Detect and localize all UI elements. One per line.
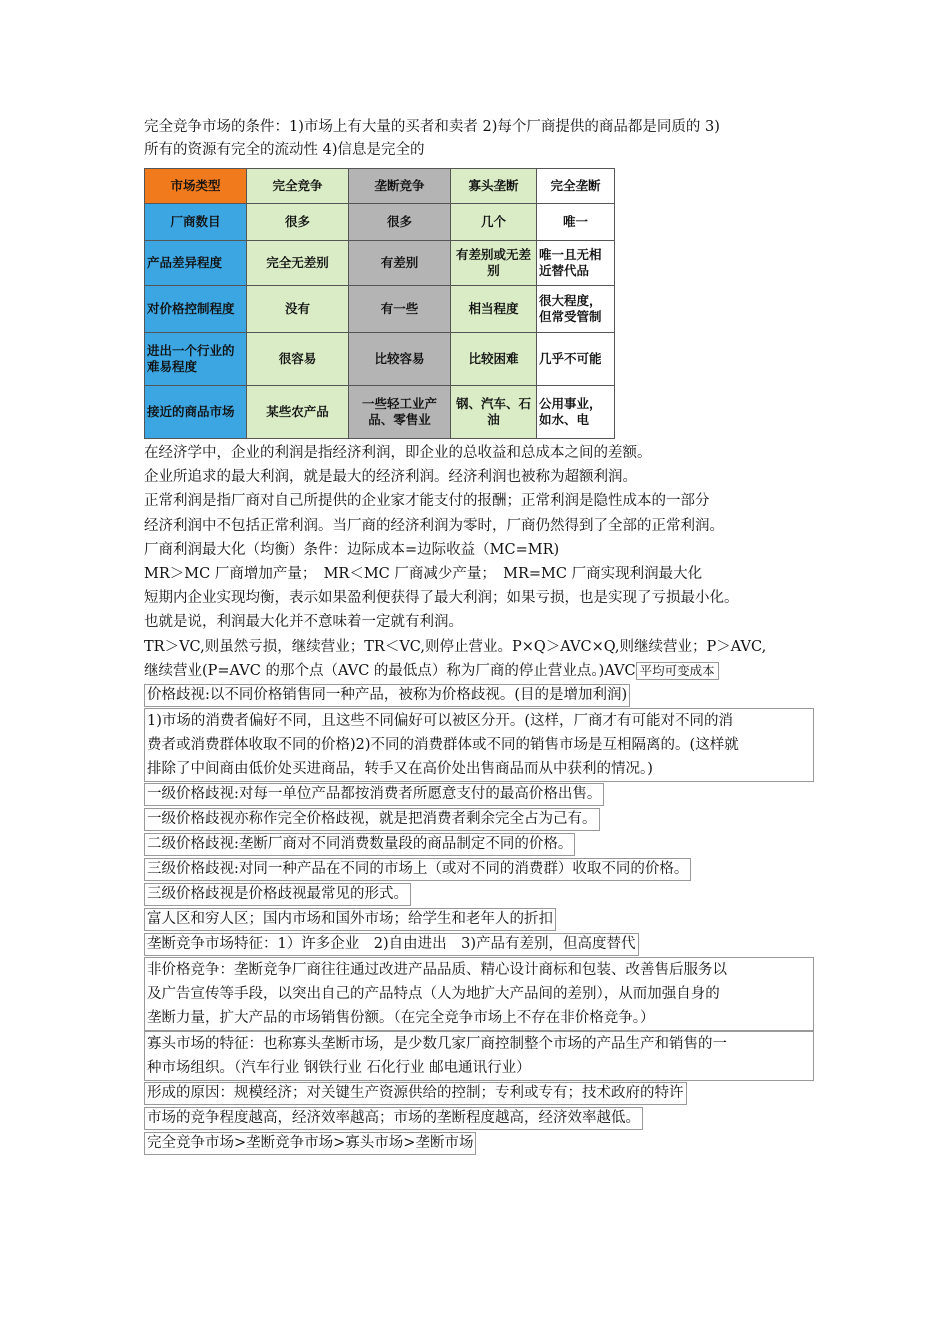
text-line: 在经济学中，企业的利润是指经济利润，即企业的总收益和总成本之间的差额。 [144,445,652,461]
table-cell: 钢、汽车、石油 [451,386,537,439]
boxed-text-line: 价格歧视:以不同价格销售同一种产品，被称为价格歧视。(目的是增加利润) [144,684,630,707]
intro-line-1: 完全竞争市场的条件：1)市场上有大量的买者和卖者 2)每个厂商提供的商品都是同质的 3) [144,119,720,135]
table-cell: 比较容易 [349,333,451,386]
table-header-cell: 垄断竞争 [349,169,451,204]
table-cell: 唯一 [537,204,615,241]
table-row [145,241,615,286]
table-cell: 有差别 [349,241,451,286]
table-cell: 一些轻工业产品、零售业 [349,386,451,439]
table-cell: 完全无差别 [247,241,349,286]
boxed-text-line: 一级价格歧视:对每一单位产品都按消费者所愿意支付的最高价格出售。 [144,783,604,806]
text-line: 1)市场的消费者偏好不同，且这些不同偏好可以被区分开。(这样，厂商才有可能对不同的消 [147,713,734,730]
boxed-text-line: 完全竞争市场>垄断竞争市场>寡头市场>垄断市场 [144,1132,476,1155]
table-cell: 很多 [247,204,349,241]
table-cell: 没有 [247,286,349,333]
text-line: 垄断力量，扩大产品的市场销售份额。（在完全竞争市场上不存在非价格竞争。） [147,1010,655,1027]
text-line: 及广告宣传等手段，以突出自己的产品特点（人为地扩大产品间的差别），从而加强自身的 [147,986,720,1003]
text-line: 企业所追求的最大利润，就是最大的经济利润。经济利润也被称为超额利润。 [144,469,637,486]
table-header-cell: 市场类型 [145,169,247,204]
boxed-text-line: 垄断竞争市场特征：1）许多企业 2)自由进出 3)产品有差别，但高度替代 [144,933,639,956]
text-line: 非价格竞争：垄断竞争厂商往往通过改进产品品质、精心设计商标和包装、改善售后服务以 [147,962,727,979]
boxed-text-line: 三级价格歧视是价格歧视最常见的形式。 [144,883,411,906]
text-line: 也就是说，利润最大化并不意味着一定就有利润。 [144,614,463,631]
intro-paragraph [144,116,814,162]
document-page [144,116,814,1156]
table-row [145,286,615,333]
row-label: 接近的商品市场 [145,386,247,439]
annotation-box: 平均可变成本 [636,662,719,680]
table-row [145,386,615,439]
table-cell: 公用事业，如水、电 [537,386,615,439]
text-line: 厂商利润最大化（均衡）条件：边际成本=边际收益（MC=MR) [144,541,560,558]
intro-line-2: 所有的资源有完全的流动性 4)信息是完全的 [144,142,425,158]
text-line: 经济利润中不包括正常利润。当厂商的经济利润为零时，厂商仍然得到了全部的正常利润。 [144,517,724,534]
boxed-text-line: 三级价格歧视:对同一种产品在不同的市场上（或对不同的消费群）收取不同的价格。 [144,858,691,881]
table-cell: 唯一且无相近替代品 [537,241,615,286]
text-line: TR＞VC,则虽然亏损，继续营业；TR＜VC,则停止营业。P×Q＞AVC×Q,则继续营业；P＞AVC, [144,638,767,655]
table-cell: 某些农产品 [247,386,349,439]
text-line [144,659,814,683]
text-line: 排除了中间商由低价处买进商品，转手又在高价处出售商品而从中获利的情况。) [147,761,653,778]
boxed-text-line: 形成的原因：规模经济；对关键生产资源供给的控制；专利或专有；技术政府的特许 [144,1082,687,1105]
table-cell: 很大程度，但常受管制 [537,286,615,333]
row-label: 厂商数目 [145,204,247,241]
boxed-text-line: 富人区和穷人区；国内市场和国外市场；给学生和老年人的折扣 [144,908,556,931]
text-line-part: 继续营业(P=AVC 的那个点（AVC 的最低点）称为厂商的停止营业点。)AVC [144,662,636,679]
boxed-text-line: 一级价格歧视亦称作完全价格歧视，就是把消费者剩余完全占为己有。 [144,808,600,831]
boxed-text-line: 市场的竞争程度越高，经济效率越高；市场的垄断程度越高，经济效率越低。 [144,1107,643,1130]
market-type-table [144,168,615,439]
text-line: 短期内企业实现均衡，表示如果盈利便获得了最大利润；如果亏损，也是实现了亏损最小化。 [144,590,739,607]
table-row [145,333,615,386]
table-cell: 比较困难 [451,333,537,386]
table-cell: 有一些 [349,286,451,333]
table-header-row [145,169,615,204]
table-cell: 几乎不可能 [537,333,615,386]
table-header-cell: 完全竞争 [247,169,349,204]
table-cell: 几个 [451,204,537,241]
boxed-text-line: 二级价格歧视:垄断厂商对不同消费数量段的商品制定不同的价格。 [144,833,575,856]
table-cell: 有差别或无差别 [451,241,537,286]
table-header-cell: 完全垄断 [537,169,615,204]
text-line: 种市场组织。（汽车行业 钢铁行业 石化行业 邮电通讯行业） [147,1060,531,1077]
boxed-paragraph [144,957,814,1031]
text-line: MR＞MC 厂商增加产量； MR＜MC 厂商减少产量； MR=MC 厂商实现利润最大化 [144,566,703,583]
row-label: 对价格控制程度 [145,286,247,333]
row-label: 进出一个行业的难易程度 [145,333,247,386]
text-line: 正常利润是指厂商对自己所提供的企业家才能支付的报酬；正常利润是隐性成本的一部分 [144,493,710,510]
text-line: 费者或消费群体收取不同的价格)2)不同的消费群体或不同的销售市场是互相隔离的。(这样就 [147,737,739,754]
body-text [144,441,814,1156]
table-header-cell: 寡头垄断 [451,169,537,204]
table-cell: 很容易 [247,333,349,386]
table-row [145,204,615,241]
table-cell: 很多 [349,204,451,241]
text-line: 寡头市场的特征：也称寡头垄断市场，是少数几家厂商控制整个市场的产品生产和销售的一 [147,1036,727,1053]
table-cell: 相当程度 [451,286,537,333]
boxed-paragraph [144,1031,814,1081]
boxed-paragraph [144,708,814,782]
row-label: 产品差异程度 [145,241,247,286]
